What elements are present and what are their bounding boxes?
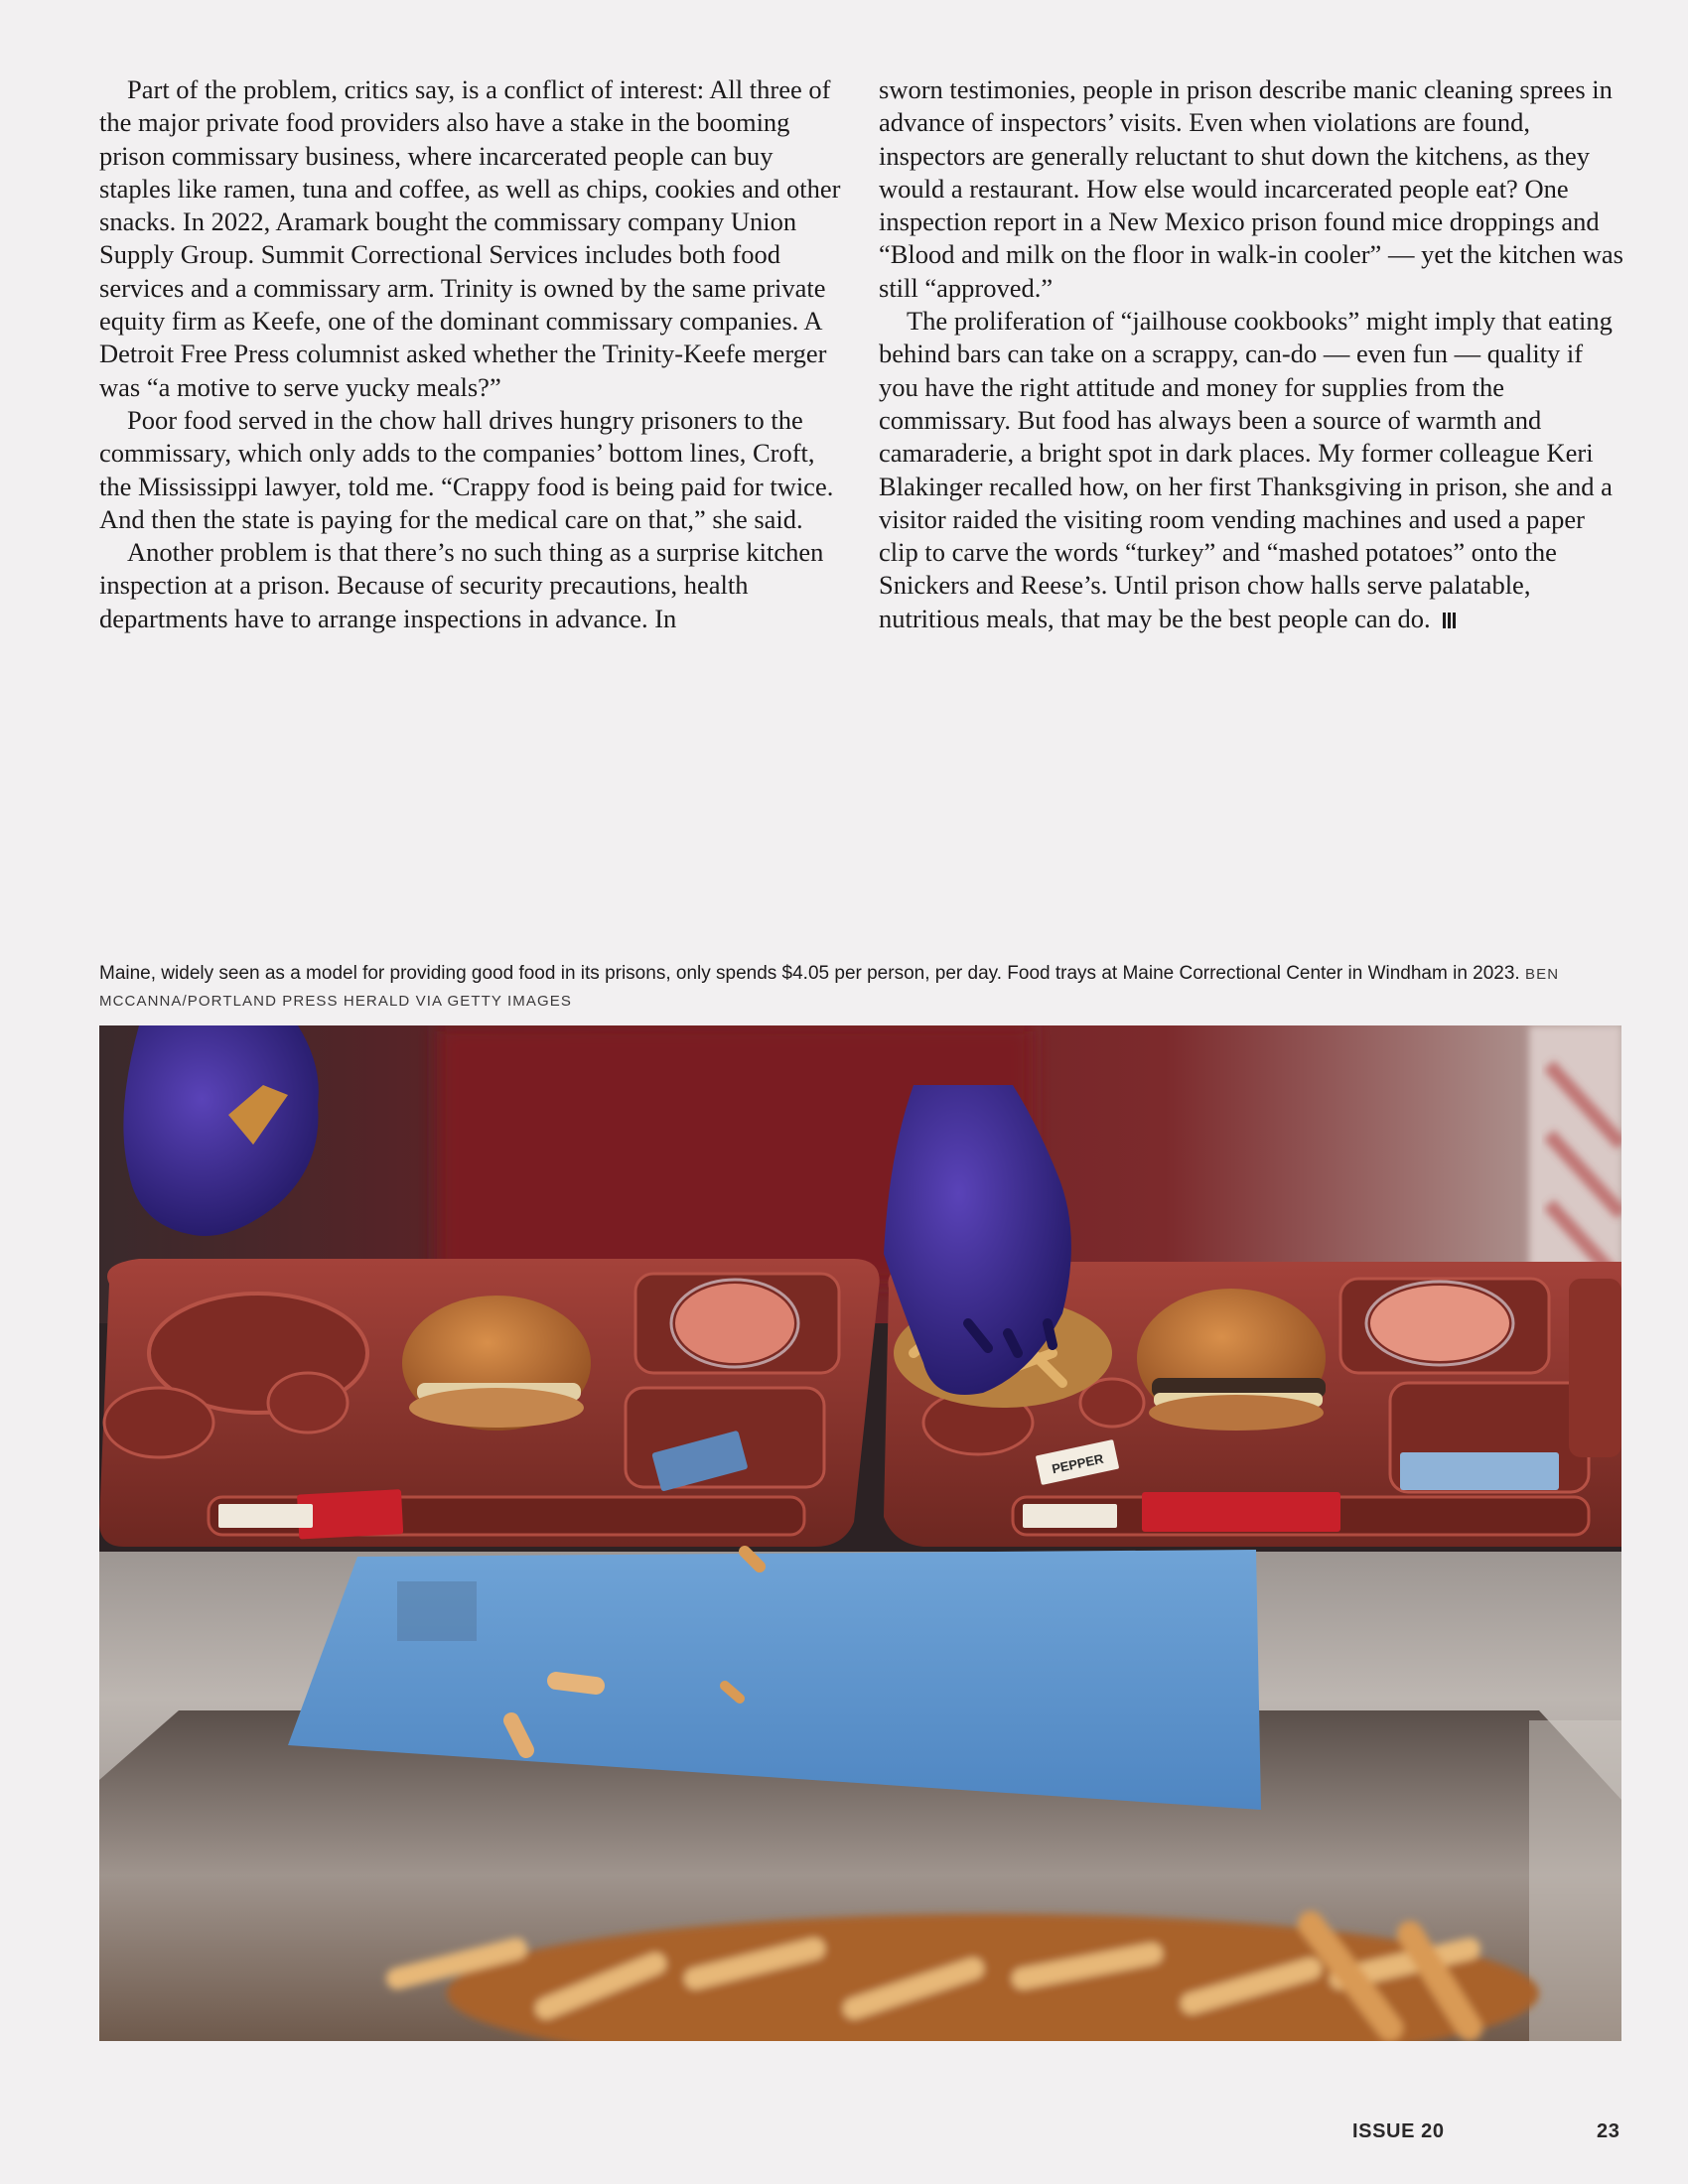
- article-paragraph: sworn testimonies, people in prison describe manic cleaning sprees in advance of inspectors’ visits. Even when violations are found, inspectors are generally reluctant to shut down the kitchens, as they would a restaurant. How else would incarcerated people eat? One inspection report in a New Mexico prison found mice droppings and “Blood and milk on the floor in walk-in cooler” — yet the kitchen was still “approved.”: [879, 74, 1623, 303]
- article-paragraph: Poor food served in the chow hall drives hungry prisoners to the commissary, which only adds to the companies’ bottom lines, Croft, the Mississippi lawyer, told me. “Crappy food is being paid for twice. And then the state is paying for the medical care on that,” she said.: [99, 404, 834, 534]
- page-number: 23: [1597, 2120, 1620, 2142]
- article-column-left: [99, 73, 844, 635]
- left-burger: [402, 1296, 591, 1431]
- food-trays-photo: [99, 1025, 1621, 2041]
- article-paragraph: [879, 305, 1625, 635]
- article-paragraph: Part of the problem, critics say, is a conflict of interest: All three of the major private food providers also have a stake in the booming prison commissary business, where incarcerated people can buy staples like ramen, tuna and coffee, as well as chips, cookies and other snacks. In 2022, Aramark bought the commissary company Union Supply Group. Summit Correctional Services includes both food services and a commissary arm. Trinity is owned by the same private equity firm as Keefe, one of the dominant commissary companies. A Detroit Free Press columnist asked whether the Trinity-Keefe merger was “a motive to serve yucky meals?”: [99, 74, 841, 402]
- article-paragraph: Another problem is that there’s no such thing as a surprise kitchen inspection at a prison. Because of security precautions, health departments have to arrange inspections in advance. In: [99, 537, 824, 633]
- photo-credit: BEN MCCANNA/PORTLAND PRESS HERALD VIA GETTY IMAGES: [99, 966, 1560, 1010]
- end-of-article-mark: [1443, 613, 1456, 628]
- photo-caption: [99, 961, 1628, 1015]
- pepper-packet-label: PEPPER: [1050, 1450, 1105, 1477]
- article-paragraph-text: The proliferation of “jailhouse cookbooks” might imply that eating behind bars can take on a scrappy, can-do — even fun — quality if you have the right attitude and money for supplies from the commissary. But food has always been a source of warmth and camaraderie, a bright spot in dark places. My former colleague Keri Blakinger recalled how, on her first Thanksgiving in prison, she and a visitor raided the visiting room vending machines and used a paper clip to carve the words “turkey” and “mashed potatoes” onto the Snickers and Reese’s. Until prison chow halls serve palatable, nutritious meals, that may be the best people can do.: [879, 306, 1613, 633]
- issue-number: ISSUE 20: [1352, 2120, 1445, 2142]
- article-column-right: [879, 73, 1625, 635]
- right-burger: [1137, 1289, 1326, 1431]
- caption-text: Maine, widely seen as a model for providing good food in its prisons, only spends $4.05 per person, per day. Food trays at Maine Correctional Center in Windham in 2023.: [99, 963, 1520, 984]
